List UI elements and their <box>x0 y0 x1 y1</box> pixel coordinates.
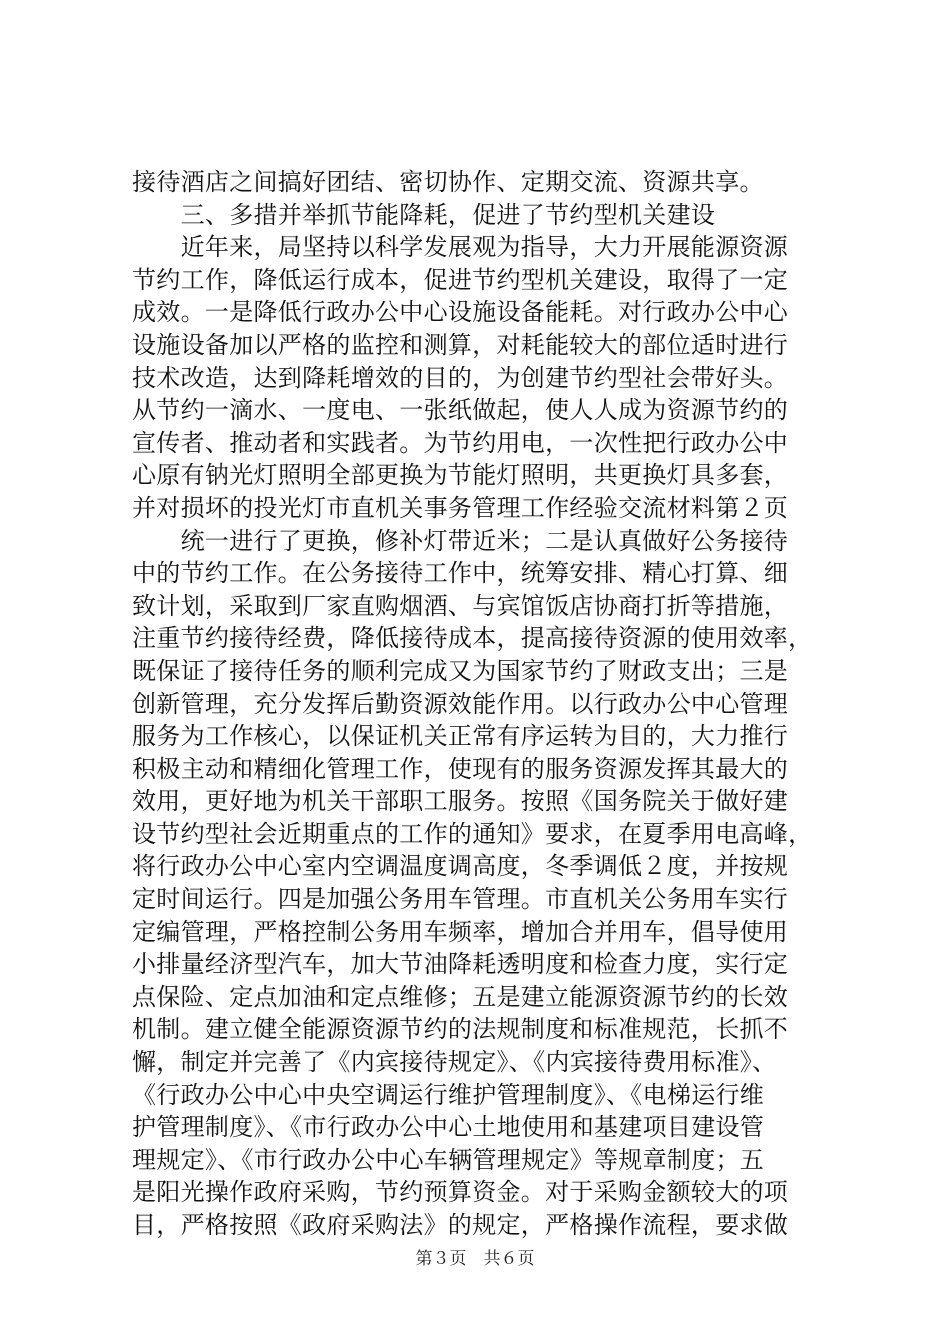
text-line: 从节约一滴水、一度电、一张纸做起，使人人成为资源节约的 <box>132 396 789 425</box>
text-line: 宣传者、推动者和实践者。为节约用电，一次性把行政办公中 <box>132 428 789 457</box>
section-heading: 三、多措并举抓节能降耗，促进了节约型机关建设 <box>132 200 716 229</box>
text-line: 并对损坏的投光灯市直机关事务管理工作经验交流材料第２页 <box>132 493 789 522</box>
text-line: 接待酒店之间搞好团结、密切协作、定期交流、资源共享。 <box>132 168 764 196</box>
text-line: 理规定》、《市行政办公中心车辆管理规定》等规章制度；五 <box>132 1145 765 1174</box>
text-line: 机制。建立健全能源资源节约的法规制度和标准规范，长抓不 <box>132 1015 789 1044</box>
text-line: 设节约型社会近期重点的工作的通知》要求，在夏季用电高峰， <box>132 819 813 848</box>
page-number-footer: 第３页 共６页 <box>415 1249 535 1269</box>
text-line: 设施设备加以严格的监控和测算，对耗能较大的部位适时进行 <box>132 330 789 359</box>
text-line: 近年来，局坚持以科学发展观为指导，大力开展能源资源 <box>132 233 789 262</box>
text-line: 统一进行了更换，修补灯带近米；二是认真做好公务接待 <box>132 526 789 555</box>
text-line: 心原有钠光灯照明全部更换为节能灯照明，共更换灯具多套， <box>132 461 789 490</box>
text-line: 中的节约工作。在公务接待工作中，统筹安排、精心打算、细 <box>132 559 789 588</box>
text-line: 是阳光操作政府采购，节约预算资金。对于采购金额较大的项 <box>132 1178 789 1207</box>
text-line: 创新管理，充分发挥后勤资源效能作用。以行政办公中心管理 <box>132 689 789 718</box>
text-line: 成效。一是降低行政办公中心设施设备能耗。对行政办公中心 <box>132 298 789 327</box>
text-line: 懈，制定并完善了《内宾接待规定》、《内宾接待费用标准》、 <box>132 1048 777 1077</box>
document-body <box>132 166 832 1242</box>
text-line: 将行政办公中心室内空调温度调高度，冬季调低２度，并按规 <box>132 852 789 881</box>
text-line: 小排量经济型汽车，加大节油降耗透明度和检查力度，实行定 <box>132 950 789 979</box>
text-line: 积极主动和精细化管理工作，使现有的服务资源发挥其最大的 <box>132 754 789 783</box>
text-line: 节约工作，降低运行成本，促进节约型机关建设，取得了一定 <box>132 265 789 294</box>
text-line: 点保险、定点加油和定点维修；五是建立能源资源节约的长效 <box>132 982 789 1011</box>
text-line: 定时间运行。四是加强公务用车管理。市直机关公务用车实行 <box>132 885 789 914</box>
text-line: 目，严格按照《政府采购法》的规定，严格操作流程，要求做 <box>132 1211 789 1239</box>
text-line: 定编管理，严格控制公务用车频率，增加合并用车，倡导使用 <box>132 917 789 946</box>
text-line: 服务为工作核心，以保证机关正常有序运转为目的，大力推行 <box>132 722 789 751</box>
text-line: 效用，更好地为机关干部职工服务。按照《国务院关于做好建 <box>132 787 789 816</box>
text-line: 护管理制度》、《市行政办公中心土地使用和基建项目建设管 <box>132 1113 765 1142</box>
text-line: 既保证了接待任务的顺利完成又为国家节约了财政支出；三是 <box>132 656 789 685</box>
text-line: 致计划，采取到厂家直购烟酒、与宾馆饭店协商打折等措施， <box>132 591 789 620</box>
text-line: 注重节约接待经费，降低接待成本，提高接待资源的使用效率， <box>132 624 813 653</box>
text-line: 技术改造，达到降耗增效的目的，为创建节约型社会带好头。 <box>132 363 789 392</box>
text-line: 《行政办公中心中央空调运行维护管理制度》、《电梯运行维 <box>132 1080 765 1109</box>
